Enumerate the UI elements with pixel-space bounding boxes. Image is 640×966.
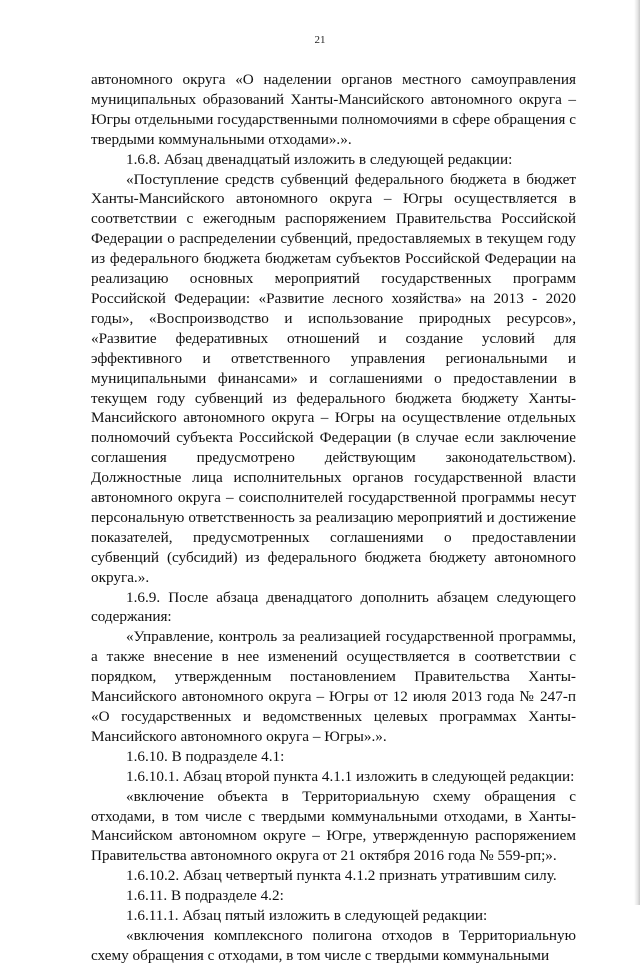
paragraph: 1.6.10.1. Абзац второй пункта 4.1.1 изложить в следующей редакции: — [126, 767, 575, 785]
page-number: 21 — [314, 34, 326, 46]
paragraph: «включение объекта в Территориальную схему обращения с отходами, в том числе с твердыми коммунальными отходами, в Ханты-Мансийском автономном округе – Югре, утвержденную распоряжением Правительства автономного округа от 21 октября 2016 года № 559-рп;». — [91, 787, 576, 865]
paragraph: 1.6.10. В подразделе 4.1: — [126, 747, 285, 765]
paragraph: автономного округа «О наделении органов местного самоуправления муниципальных образований Ханты-Мансийского автономного округа – Югры отдельными государственными полномочиями в сфере обращения с твердыми коммунальными отходами».». — [91, 71, 576, 148]
document-body — [91, 70, 576, 966]
paragraph: 1.6.8. Абзац двенадцатый изложить в следующей редакции: — [126, 150, 513, 168]
paragraph: 1.6.11.1. Абзац пятый изложить в следующей редакции: — [126, 907, 488, 925]
paragraph: 1.6.11. В подразделе 4.2: — [126, 887, 284, 905]
paragraph: «включения комплексного полигона отходов в Территориальную схему обращения с отходами, в том числе с твердыми коммунальными — [91, 926, 576, 964]
paragraph: 1.6.9. После абзаца двенадцатого дополнить абзацем следующего содержания: — [91, 588, 576, 626]
paragraph: «Поступление средств субвенций федерального бюджета в бюджет Ханты-Мансийского автономного округа – Югры осуществляется в соответствии с ежегодным распоряжением Правительства Российской Федерации о распределении субвенций, предоставляемых в текущем году из федерального бюджета бюджетам субъектов Российской Федерации на реализацию основных мероприятий государственных программ Российской Федерации: «Развитие лесного хозяйства» на 2013 - 2020 годы», «Воспроизводство и использование природных ресурсов», «Развитие федеративных отношений и создание условий для эффективного и ответственного управления региональными и муниципальными финансами» и соглашениями о предоставлении в текущем году субвенций из федерального бюджета бюджету Ханты-Мансийского автономного округа – Югры на осуществление отдельных полномочий субъекта Российской Федерации (в случае если заключение соглашения предусмотрено действующим законодательством). Должностные лица исполнительных органов государственной власти автономного округа – соисполнителей государственной программы несут персональную ответственность за реализацию мероприятий и достижение показателей, предусмотренных соглашениями о предоставлении субвенций (субсидий) из федерального бюджета бюджету автономного округа.». — [91, 170, 576, 586]
paragraph: 1.6.10.2. Абзац четвертый пункта 4.1.2 признать утратившим силу. — [126, 867, 557, 885]
paragraph: «Управление, контроль за реализацией государственной программы, а также внесение в нее изменений осуществляется в соответствии с порядком, утвержденным постановлением Правительства Ханты-Мансийского автономного округа – Югры от 12 июля 2013 года № 247-п «О государственных и ведомственных целевых программах Ханты-Мансийского автономного округа – Югры».». — [91, 628, 576, 745]
